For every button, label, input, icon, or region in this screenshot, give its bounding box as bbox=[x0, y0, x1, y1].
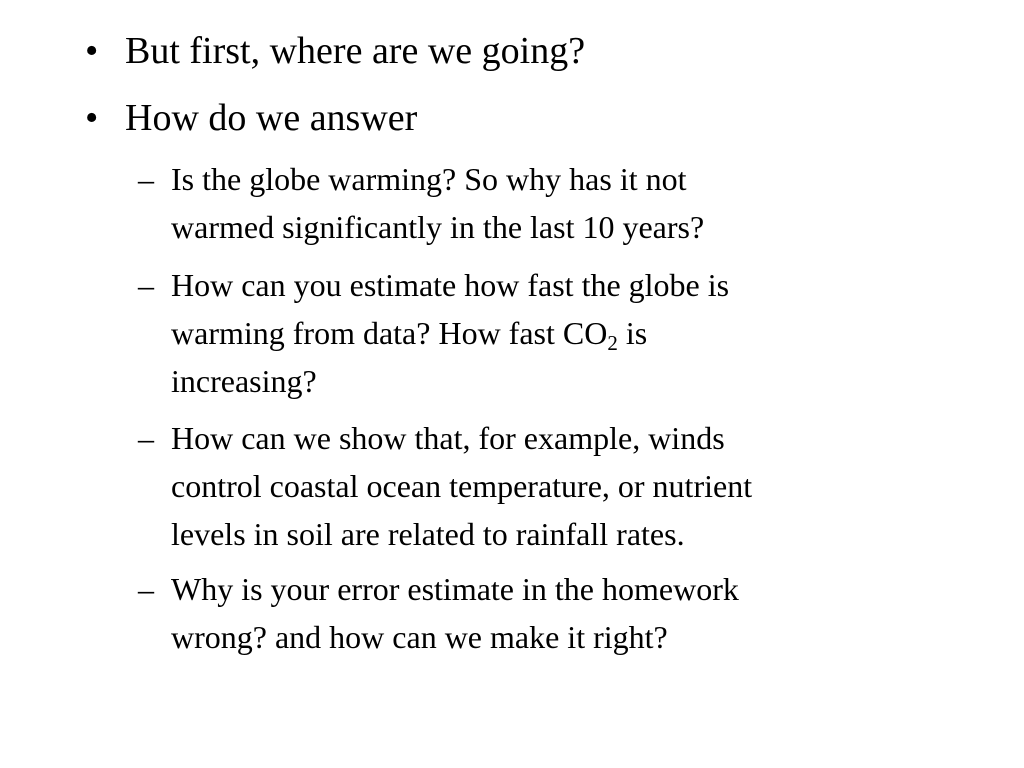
bullet-text: How do we answer bbox=[125, 97, 418, 139]
sub-bullet-text: is bbox=[617, 315, 648, 351]
sub-bullet-line: Why is your error estimate in the homework bbox=[171, 571, 739, 607]
sub-bullet-line: wrong? and how can we make it right? bbox=[171, 619, 668, 655]
bullet-text: But first, where are we going? bbox=[125, 30, 586, 72]
dash-marker: – bbox=[138, 420, 154, 456]
dash-marker: – bbox=[138, 267, 154, 303]
sub-bullet-item bbox=[138, 261, 911, 405]
sub-bullet-line: How can we show that, for example, winds bbox=[171, 420, 725, 456]
sub-bullet-line: warmed significantly in the last 10 years? bbox=[171, 209, 705, 245]
dash-marker: – bbox=[138, 161, 154, 197]
bullet-marker: • bbox=[85, 97, 99, 139]
sub-bullet-line: control coastal ocean temperature, or nutrient bbox=[171, 468, 753, 504]
sub-bullet-line bbox=[171, 309, 911, 357]
dash-marker: – bbox=[138, 571, 154, 607]
bullet-item bbox=[85, 97, 418, 139]
sub-bullet-item bbox=[138, 155, 911, 251]
sub-bullet-line: Is the globe warming? So why has it not bbox=[171, 161, 687, 197]
sub-bullet-item bbox=[138, 565, 911, 661]
bullet-marker: • bbox=[85, 30, 99, 72]
sub-bullet-text: warming from data? How fast CO bbox=[171, 315, 608, 351]
sub-bullet-line: increasing? bbox=[171, 363, 317, 399]
sub-bullet-item bbox=[138, 414, 911, 558]
sub-bullet-line: levels in soil are related to rainfall rates. bbox=[171, 516, 685, 552]
sub-bullet-line: How can you estimate how fast the globe is bbox=[171, 267, 730, 303]
subscript: 2 bbox=[607, 331, 618, 355]
bullet-item bbox=[85, 30, 586, 72]
